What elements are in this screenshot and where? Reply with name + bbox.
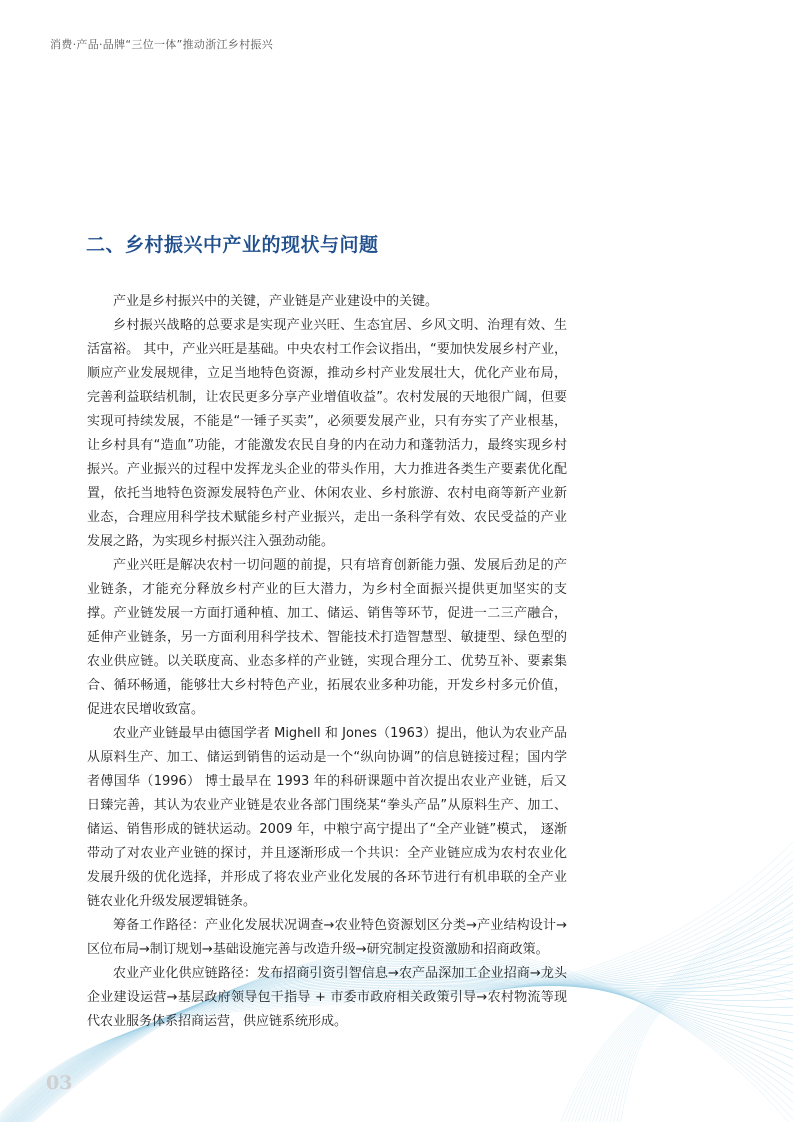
wave-line — [620, 986, 793, 1122]
paragraph: 农业产业链最早由德国学者 Mighell 和 Jones（1963）提出，他认为农业产品从原料生产、加工、储运到销售的运动是一个“纵向协调”的信息链接过程；国内学者傅国华（1996） 博士最早在 1993 年的科研课题中首次提出农业产业链，后又日臻完善，其认为农业产业链是农业各部门围绕某“拳头产品”从原料生产、加工、储运、销售形成的链状运动。2009 年，中粮宁高宁提出了“全产业链”模式， 逐渐带动了对农业产业链的探讨，并且逐渐形成一个共识：全产业链应成为农村农业化发展升级的优化选择，并形成了将农业产业化发展的各环节进行有机串联的全产业链农业化升级发展逻辑链条。 — [87, 726, 567, 909]
page-number: 03 — [46, 1072, 73, 1094]
wave-line — [602, 964, 793, 1122]
running-header: 消费·产品·品牌“三位一体”推动浙江乡村振兴 — [50, 38, 273, 51]
wave-line — [564, 887, 793, 1122]
body-text — [87, 290, 567, 1034]
paragraph: 乡村振兴战略的总要求是实现产业兴旺、生态宜居、乡风文明、治理有效、生活富裕。 其中，产业兴旺是基础。中央农村工作会议指出，“要加快发展乡村产业，顺应产业发展规律，立足当地特色资源，推动乡村产业发展壮大，优化产业布局，完善利益联结机制，让农民更多分享产业增值收益”。农村发展的天地很广阔，但要实现可持续发展，不能是“一锤子买卖”，必须要发展产业，只有夯实了产业根基，让乡村具有“造血”功能，才能激发农民自身的内在动力和蓬勃活力，最终实现乡村振兴。产业振兴的过程中发挥龙头企业的带头作用，大力推进各类生产要素优化配置，依托当地特色资源发展特色产业、休闲农业、乡村旅游、农村电商等新产业新业态，合理应用科学技术赋能乡村产业振兴，走出一条科学有效、农民受益的产业发展之路，为实现乡村振兴注入强劲动能。 — [87, 318, 567, 549]
paragraph: 农业产业化供应链路径：发布招商引资引智信息→农产品深加工企业招商→龙头企业建设运营→基层政府领导包干指导 + 市委市政府相关政策引导→农村物流等现代农业服务体系招商运营，供应链系统形成。 — [87, 966, 567, 1029]
wave-line — [616, 983, 793, 1122]
wave-line — [574, 908, 793, 1122]
wave-line — [613, 979, 793, 1122]
wave-line — [585, 929, 793, 1122]
wave-line — [599, 958, 793, 1122]
wave-line — [609, 975, 793, 1122]
wave-line — [578, 915, 793, 1122]
wave-line — [606, 970, 793, 1122]
wave-line — [581, 922, 793, 1122]
section-title: 二、乡村振兴中产业的现状与问题 — [86, 234, 379, 256]
paragraph: 筹备工作路径：产业化发展状况调查→农业特色资源划区分类→产业结构设计→区位布局→制订规划→基础设施完善与改造升级→研究制定投资激励和招商政策。 — [87, 918, 567, 957]
wave-line — [571, 901, 793, 1122]
wave-line — [560, 880, 793, 1122]
paragraph: 产业是乡村振兴中的关键，产业链是产业建设中的关键。 — [113, 294, 439, 309]
paragraph: 产业兴旺是解决农村一切问题的前提，只有培育创新能力强、发展后劲足的产业链条，才能充分释放乡村产业的巨大潜力，为乡村全面振兴提供更加坚实的支撑。产业链发展一方面打通种植、加工、储运、销售等环节，促进一二三产融合，延伸产业链条，另一方面利用科学技术、智能技术打造智慧型、敏捷型、绿色型的农业供应链。以关联度高、业态多样的产业链，实现合理分工、优势互补、要素集合、循环畅通，能够壮大乡村特色产业，拓展农业多种功能，开发乡村多元价值，促进农民增收致富。 — [87, 558, 567, 717]
wave-line — [592, 944, 793, 1122]
wave-line — [595, 951, 793, 1122]
wave-line — [588, 936, 793, 1122]
wave-line — [567, 894, 793, 1122]
